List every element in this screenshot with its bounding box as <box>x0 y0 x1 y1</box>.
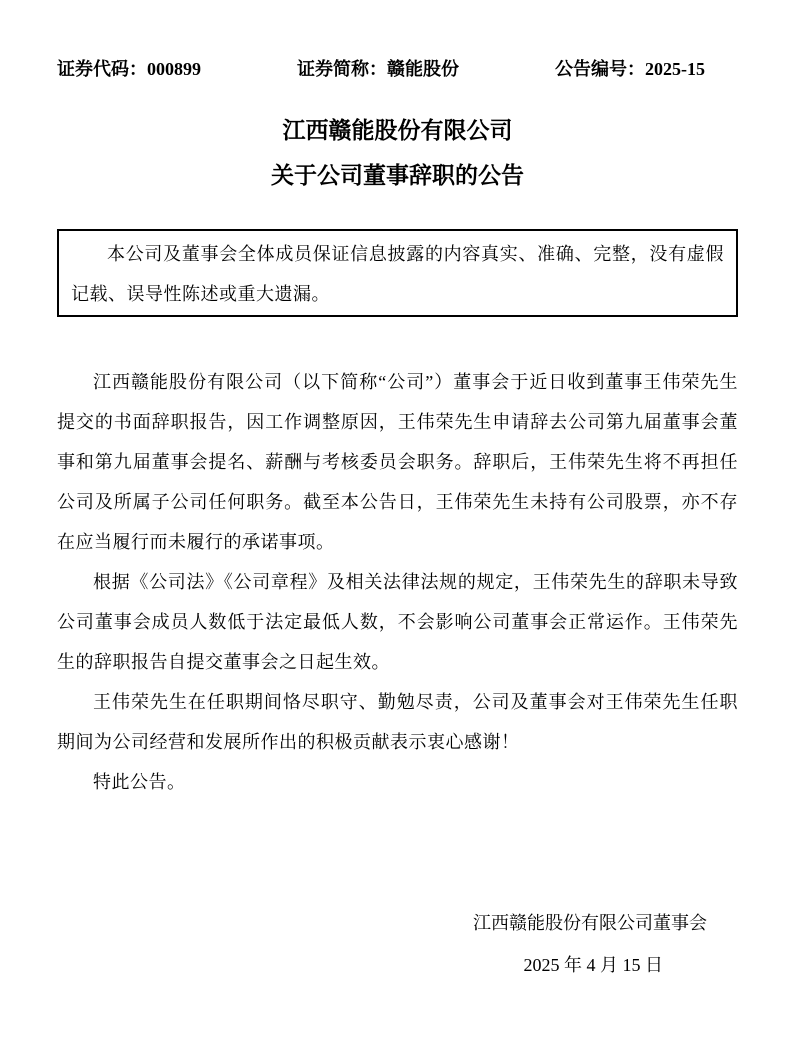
signature-date: 2025 年 4 月 15 日 <box>523 955 663 975</box>
document-title-line2: 关于公司董事辞职的公告 <box>271 163 524 188</box>
signature-block <box>57 902 738 986</box>
body-paragraph-3: 王伟荣先生在任职期间恪尽职守、勤勉尽责，公司及董事会对王伟荣先生任职期间为公司经营和发展所作出的积极贡献表示衷心感谢！ <box>57 692 738 752</box>
document-body <box>57 362 738 802</box>
document-header <box>57 57 738 81</box>
announcement-number: 公告编号：2025-15 <box>555 59 705 79</box>
stock-name: 证券简称：赣能股份 <box>297 59 459 79</box>
body-paragraph-1: 江西赣能股份有限公司（以下简称“公司”）董事会于近日收到董事王伟荣先生提交的书面辞职报告，因工作调整原因，王伟荣先生申请辞去公司第九届董事会董事和第九届董事会提名、薪酬与考核委员会职务。辞职后，王伟荣先生将不再担任公司及所属子公司任何职务。截至本公告日，王伟荣先生未持有公司股票，亦不存在应当履行而未履行的承诺事项。 <box>57 372 738 552</box>
body-paragraph-closing: 特此公告。 <box>93 772 186 792</box>
body-paragraph-2: 根据《公司法》《公司章程》及相关法律法规的规定，王伟荣先生的辞职未导致公司董事会成员人数低于法定最低人数，不会影响公司董事会正常运作。王伟荣先生的辞职报告自提交董事会之日起生效。 <box>57 572 738 672</box>
stock-code: 证券代码：000899 <box>57 59 201 79</box>
document-title-line1: 江西赣能股份有限公司 <box>282 118 513 143</box>
disclaimer-box <box>57 229 738 317</box>
disclaimer-text: 本公司及董事会全体成员保证信息披露的内容真实、准确、完整，没有虚假记载、误导性陈述或重大遗漏。 <box>71 244 724 304</box>
signature-company: 江西赣能股份有限公司董事会 <box>473 913 707 933</box>
